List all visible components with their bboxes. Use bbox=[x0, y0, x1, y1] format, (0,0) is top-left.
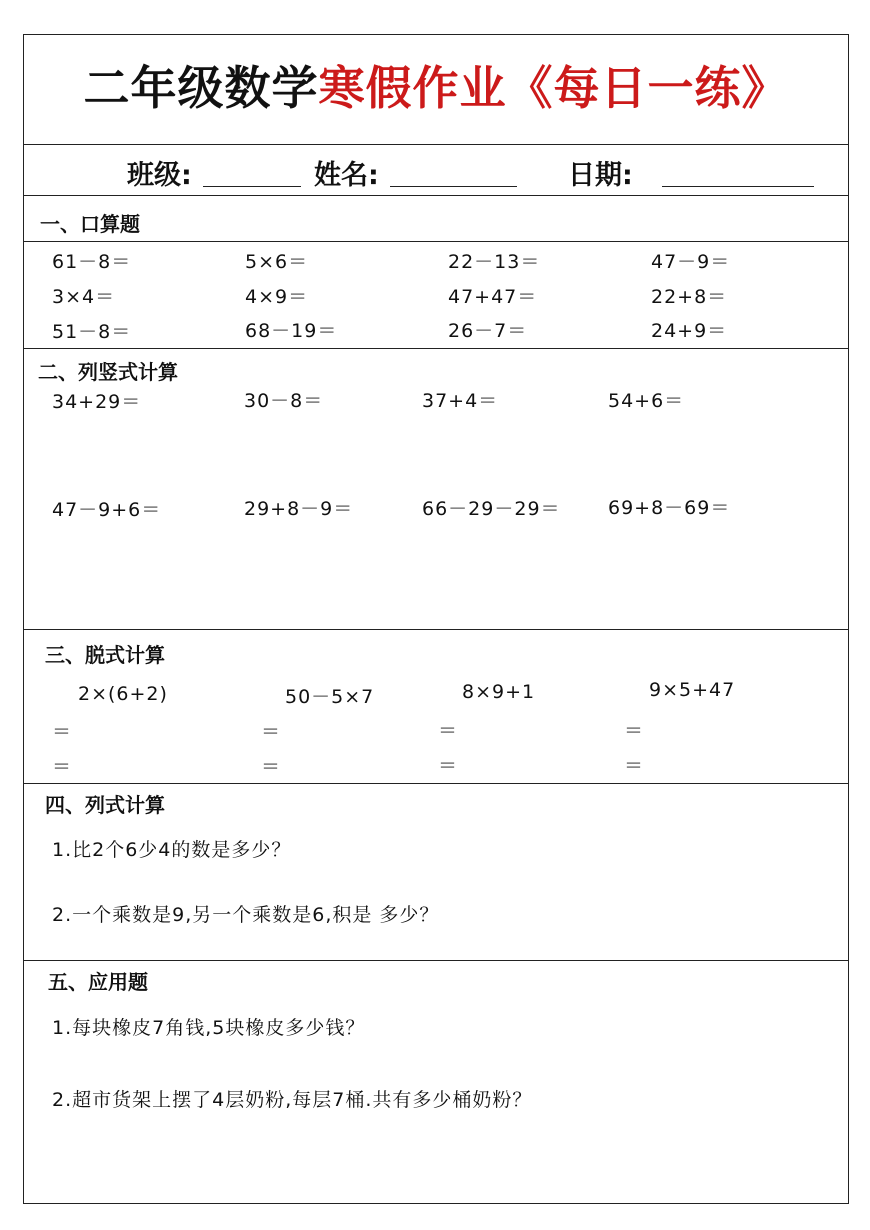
divider-line bbox=[23, 348, 849, 349]
expression: 8×9+1 bbox=[462, 681, 536, 703]
equals-sign: ＝ bbox=[624, 720, 645, 742]
equals-sign: ＝ bbox=[52, 756, 73, 778]
name-blank[interactable] bbox=[390, 186, 517, 187]
divider-line bbox=[23, 629, 849, 630]
question: 1.每块橡皮7角钱,5块橡皮多少钱？ bbox=[52, 1017, 366, 1039]
equals-sign: ＝ bbox=[261, 721, 282, 743]
problem: 37+4＝ bbox=[422, 390, 499, 412]
expression: 2×(6+2) bbox=[78, 683, 168, 705]
problem: 5×6＝ bbox=[245, 251, 309, 273]
question: 1.比2个6少4的数是多少？ bbox=[52, 839, 292, 861]
problem: 3×4＝ bbox=[52, 286, 116, 308]
title-part-black: 二年级数学 bbox=[83, 61, 319, 115]
problem: 66－29－29＝ bbox=[422, 498, 561, 520]
problem: 29+8－9＝ bbox=[244, 498, 354, 520]
divider-line bbox=[23, 783, 849, 784]
section-heading: 三、脱式计算 bbox=[45, 643, 165, 667]
section-heading: 一、口算题 bbox=[40, 212, 140, 236]
equals-sign: ＝ bbox=[261, 756, 282, 778]
title-part-red: 寒假作业《每日一练》 bbox=[318, 61, 789, 115]
equals-sign: ＝ bbox=[438, 720, 459, 742]
expression: 9×5+47 bbox=[649, 679, 736, 701]
problem: 30－8＝ bbox=[244, 390, 324, 412]
problem: 61－8＝ bbox=[52, 251, 132, 273]
section-heading: 五、应用题 bbox=[48, 970, 148, 994]
equals-sign: ＝ bbox=[624, 755, 645, 777]
problem: 4×9＝ bbox=[245, 286, 309, 308]
problem: 22－13＝ bbox=[448, 251, 541, 273]
question: 2.一个乘数是9,另一个乘数是6,积是 多少？ bbox=[52, 904, 440, 926]
page-title bbox=[23, 52, 849, 118]
problem: 47－9＝ bbox=[651, 251, 731, 273]
equals-sign: ＝ bbox=[438, 755, 459, 777]
problem: 24+9＝ bbox=[651, 320, 728, 342]
divider-line bbox=[23, 960, 849, 961]
divider-line bbox=[23, 144, 849, 145]
name-label: 姓名: bbox=[314, 160, 379, 191]
section-heading: 四、列式计算 bbox=[45, 793, 165, 817]
problem: 22+8＝ bbox=[651, 286, 728, 308]
question: 2.超市货架上摆了4层奶粉,每层7桶.共有多少桶奶粉？ bbox=[52, 1089, 533, 1111]
class-blank[interactable] bbox=[203, 186, 301, 187]
class-label: 班级: bbox=[127, 160, 192, 191]
divider-line bbox=[23, 241, 849, 242]
problem: 68－19＝ bbox=[245, 320, 338, 342]
problem: 34+29＝ bbox=[52, 391, 142, 413]
date-label: 日期: bbox=[568, 160, 633, 191]
section-heading: 二、列竖式计算 bbox=[38, 360, 178, 384]
expression: 50－5×7 bbox=[285, 686, 375, 708]
problem: 51－8＝ bbox=[52, 321, 132, 343]
problem: 69+8－69＝ bbox=[608, 497, 731, 519]
problem: 47－9+6＝ bbox=[52, 499, 162, 521]
problem: 54+6＝ bbox=[608, 390, 685, 412]
problem: 26－7＝ bbox=[448, 320, 528, 342]
divider-line bbox=[23, 195, 849, 196]
equals-sign: ＝ bbox=[52, 721, 73, 743]
problem: 47+47＝ bbox=[448, 286, 538, 308]
date-blank[interactable] bbox=[662, 186, 814, 187]
